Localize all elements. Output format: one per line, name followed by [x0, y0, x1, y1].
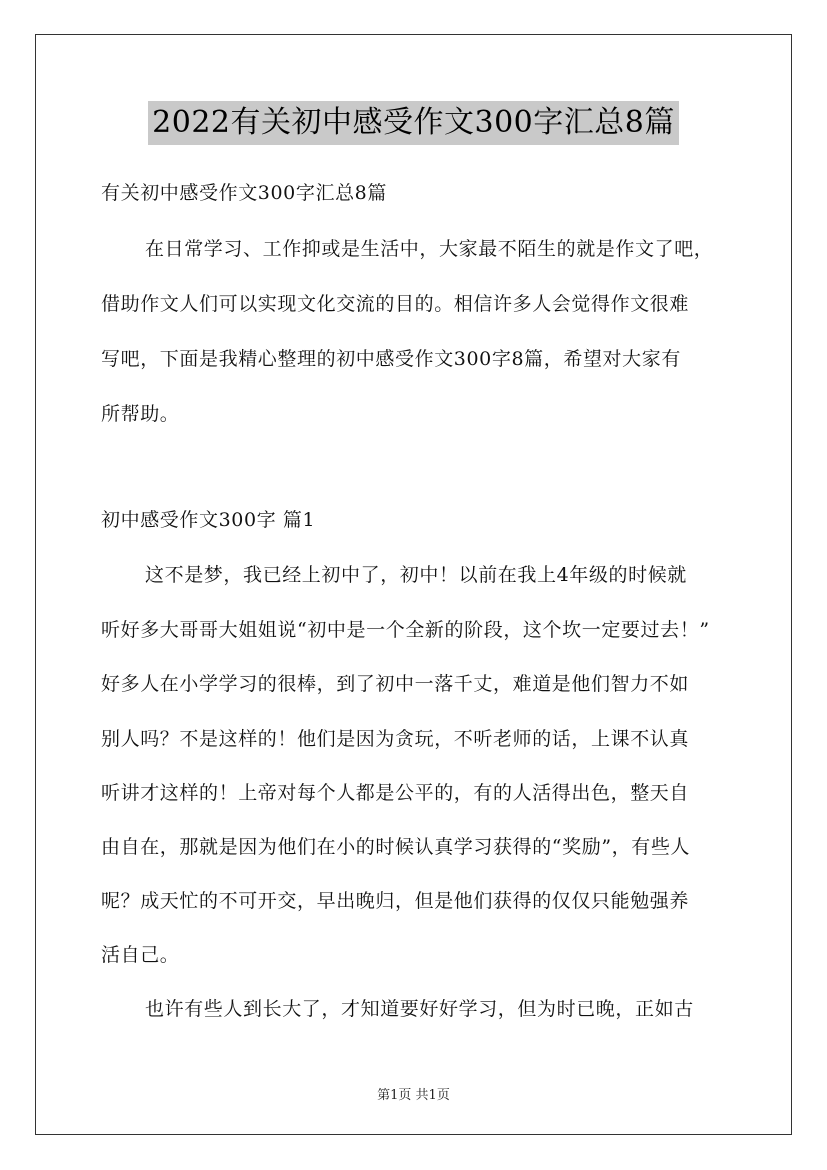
section-heading: 初中感受作文300字 篇1 [101, 509, 316, 531]
body-line: 听好多大哥哥大姐姐说“初中是一个全新的阶段，这个坎一定要过去！” [101, 619, 710, 641]
intro-line: 所帮助。 [101, 403, 180, 425]
intro-line: 写吧，下面是我精心整理的初中感受作文300字8篇，希望对大家有 [101, 348, 681, 370]
document-title: 2022有关初中感受作文300字汇总8篇 [148, 101, 679, 145]
body-line: 听讲才这样的！上帝对每个人都是公平的，有的人活得出色，整天自 [101, 782, 690, 804]
title-block [0, 101, 827, 145]
body-line: 别人吗？不是这样的！他们是因为贪玩，不听老师的话，上课不认真 [101, 728, 690, 750]
body-line: 好多人在小学学习的很棒，到了初中一落千丈，难道是他们智力不如 [101, 673, 690, 695]
body-line: 这不是梦，我已经上初中了，初中！以前在我上4年级的时候就 [145, 564, 687, 586]
body-line: 也许有些人到长大了，才知道要好好学习，但为时已晚，正如古 [145, 998, 694, 1020]
body-line: 呢？成天忙的不可开交，早出晚归，但是他们获得的仅仅只能勉强养 [101, 890, 690, 912]
intro-line: 在日常学习、工作抑或是生活中，大家最不陌生的就是作文了吧， [145, 238, 714, 260]
body-line: 活自己。 [101, 944, 180, 966]
intro-line: 借助作文人们可以实现文化交流的目的。相信许多人会觉得作文很难 [101, 293, 690, 315]
page-footer: 第1页 共1页 [377, 1088, 450, 1103]
subtitle: 有关初中感受作文300字汇总8篇 [101, 182, 387, 204]
body-line: 由自在，那就是因为他们在小的时候认真学习获得的“奖励”，有些人 [101, 836, 691, 858]
